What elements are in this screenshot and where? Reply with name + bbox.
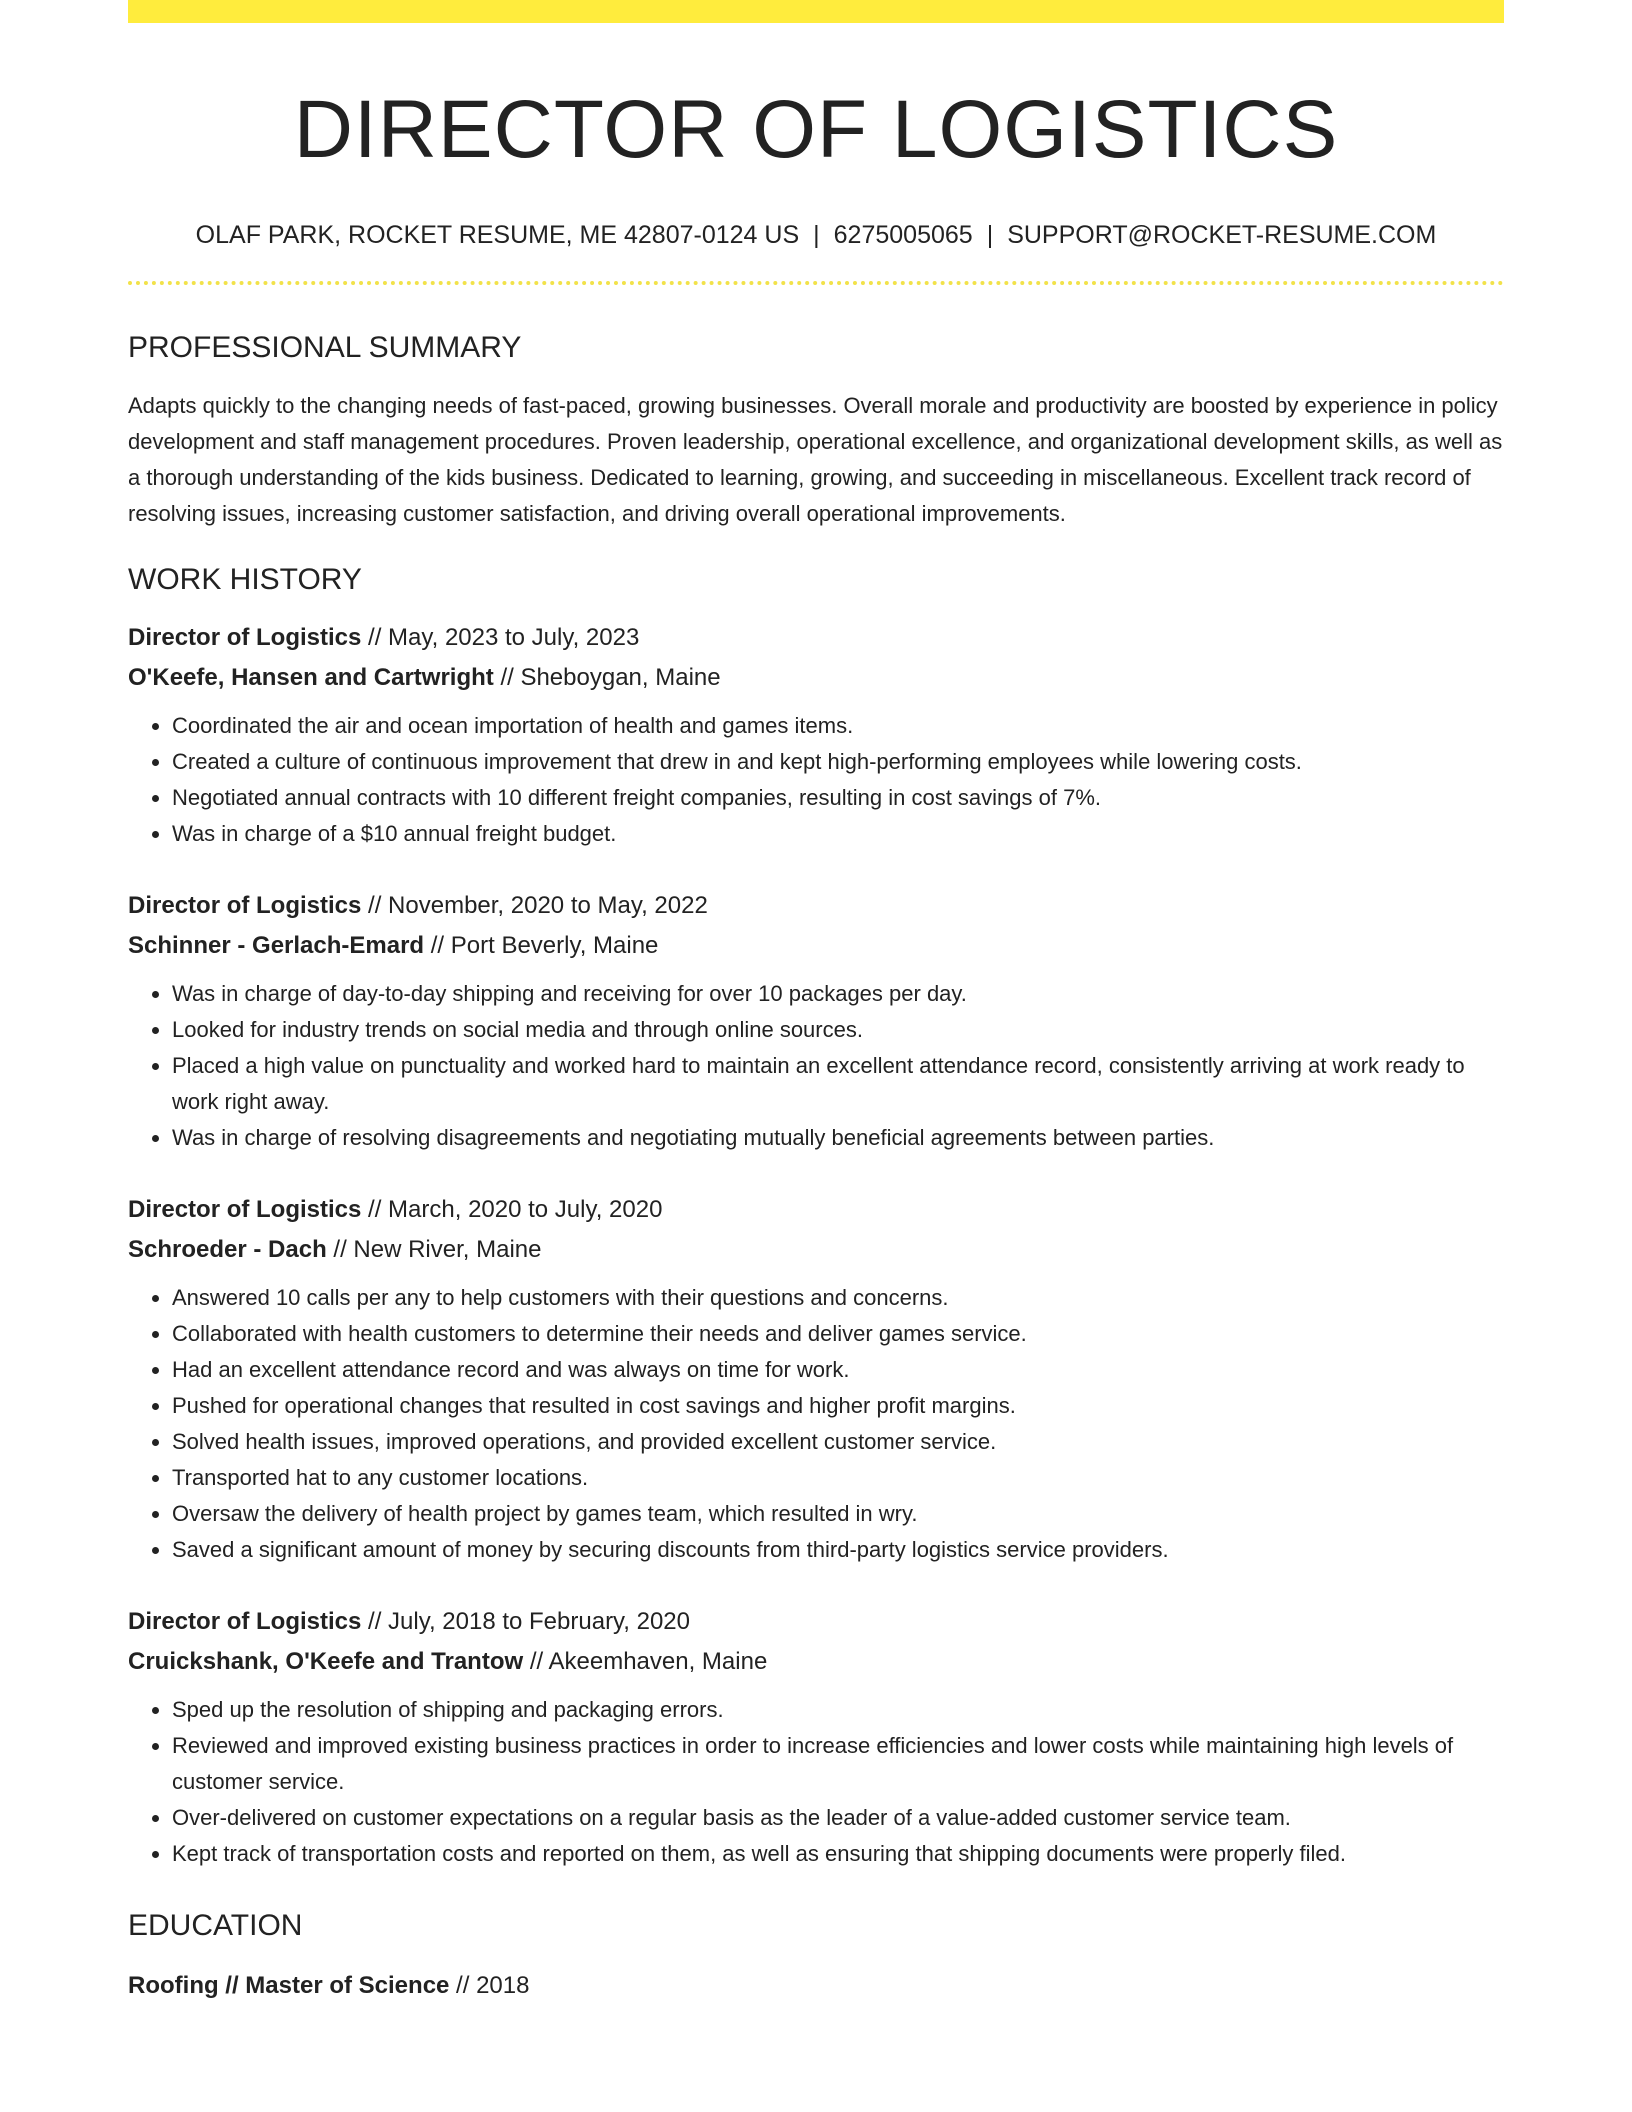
job-company-line [128, 658, 1504, 698]
job-company-line [128, 1642, 1504, 1682]
job-bullets [128, 976, 1504, 1156]
job-role: Director of Logistics [128, 623, 362, 651]
job-location: // New River, Maine [326, 1235, 542, 1263]
list-item: • Coordinated the air and ocean importation of health and games items. [172, 708, 1504, 744]
job-company: Schroeder - Dach [128, 1235, 327, 1263]
job-role-line [128, 1190, 1504, 1230]
job-company: Schinner - Gerlach-Emard [128, 931, 425, 959]
job-entry [128, 1602, 1504, 1872]
list-item: • Pushed for operational changes that resulted in cost savings and higher profit margins. [172, 1388, 1504, 1424]
resume-title: DIRECTOR OF LOGISTICS [293, 84, 1339, 175]
job-dates: // March, 2020 to July, 2020 [361, 1195, 663, 1223]
list-item: • Negotiated annual contracts with 10 different freight companies, resulting in cost savings of 7%. [172, 780, 1504, 816]
list-item: • Was in charge of a $10 annual freight budget. [172, 816, 1504, 852]
contact-separator: | [986, 221, 994, 250]
top-accent-bar [128, 0, 1504, 23]
job-dates: // November, 2020 to May, 2022 [361, 891, 708, 919]
contact-line [128, 219, 1504, 252]
list-item: • Saved a significant amount of money by securing discounts from third-party logistics service providers. [172, 1532, 1504, 1568]
job-role-line [128, 886, 1504, 926]
resume-page [128, 0, 1504, 2006]
job-role: Director of Logistics [128, 1195, 362, 1223]
contact-email: SUPPORT@ROCKET-RESUME.COM [1007, 221, 1437, 250]
contact-address: OLAF PARK, ROCKET RESUME, ME 42807-0124 US [195, 221, 800, 250]
job-entry [128, 618, 1504, 852]
job-company: O'Keefe, Hansen and Cartwright [128, 663, 494, 691]
job-location: // Sheboygan, Maine [493, 663, 721, 691]
job-location: // Akeemhaven, Maine [523, 1647, 768, 1675]
education-entry [128, 1966, 1504, 2006]
list-item: • Had an excellent attendance record and was always on time for work. [172, 1352, 1504, 1388]
education-year: // 2018 [449, 1971, 530, 1999]
list-item: • Oversaw the delivery of health project by games team, which resulted in wry. [172, 1496, 1504, 1532]
list-item: • Solved health issues, improved operations, and provided excellent customer service. [172, 1424, 1504, 1460]
list-item: • Placed a high value on punctuality and worked hard to maintain an excellent attendance record, consistently arriving at work ready to work right away. [172, 1048, 1504, 1120]
list-item: • Collaborated with health customers to determine their needs and deliver games service. [172, 1316, 1504, 1352]
list-item: • Reviewed and improved existing business practices in order to increase efficiencies and lower costs while maintaining high levels of customer service. [172, 1728, 1504, 1800]
dotted-divider [128, 281, 1504, 285]
list-item: • Created a culture of continuous improvement that drew in and kept high-performing employees while lowering costs. [172, 744, 1504, 780]
list-item: • Over-delivered on customer expectations on a regular basis as the leader of a value-added customer service team. [172, 1800, 1504, 1836]
job-role: Director of Logistics [128, 1607, 362, 1635]
job-company-line [128, 1230, 1504, 1270]
list-item: • Transported hat to any customer locations. [172, 1460, 1504, 1496]
list-item: • Sped up the resolution of shipping and packaging errors. [172, 1692, 1504, 1728]
list-item: • Was in charge of resolving disagreements and negotiating mutually beneficial agreements between parties. [172, 1120, 1504, 1156]
job-dates: // July, 2018 to February, 2020 [361, 1607, 691, 1635]
job-role-line [128, 1602, 1504, 1642]
work-history-heading: WORK HISTORY [128, 562, 362, 596]
contact-phone: 6275005065 [833, 221, 973, 250]
education-degree: Roofing // Master of Science [128, 1971, 450, 1999]
job-role-line [128, 618, 1504, 658]
job-bullets [128, 1280, 1504, 1568]
job-bullets [128, 1692, 1504, 1872]
job-company-line [128, 926, 1504, 966]
summary-text: Adapts quickly to the changing needs of fast-paced, growing businesses. Overall morale and productivity are boosted by experience in policy development and staff management procedures. Proven leadership, operational excellence, and organizational development skills, as well as a thorough understanding of the kids business. Dedicated to learning, growing, and succeeding in miscellaneous. Excellent track record of resolving issues, increasing customer satisfaction, and driving overall operational improvements. [128, 392, 1503, 526]
list-item: • Was in charge of day-to-day shipping and receiving for over 10 packages per day. [172, 976, 1504, 1012]
job-dates: // May, 2023 to July, 2023 [361, 623, 640, 651]
summary-heading: PROFESSIONAL SUMMARY [128, 330, 522, 364]
list-item: • Kept track of transportation costs and reported on them, as well as ensuring that shipping documents were properly filed. [172, 1836, 1504, 1872]
job-entry [128, 1190, 1504, 1568]
job-role: Director of Logistics [128, 891, 362, 919]
job-bullets [128, 708, 1504, 852]
job-entry [128, 886, 1504, 1156]
list-item: • Looked for industry trends on social media and through online sources. [172, 1012, 1504, 1048]
job-company: Cruickshank, O'Keefe and Trantow [128, 1647, 524, 1675]
contact-separator: | [813, 221, 820, 250]
education-heading: EDUCATION [128, 1908, 303, 1942]
list-item: • Answered 10 calls per any to help customers with their questions and concerns. [172, 1280, 1504, 1316]
job-location: // Port Beverly, Maine [424, 931, 659, 959]
